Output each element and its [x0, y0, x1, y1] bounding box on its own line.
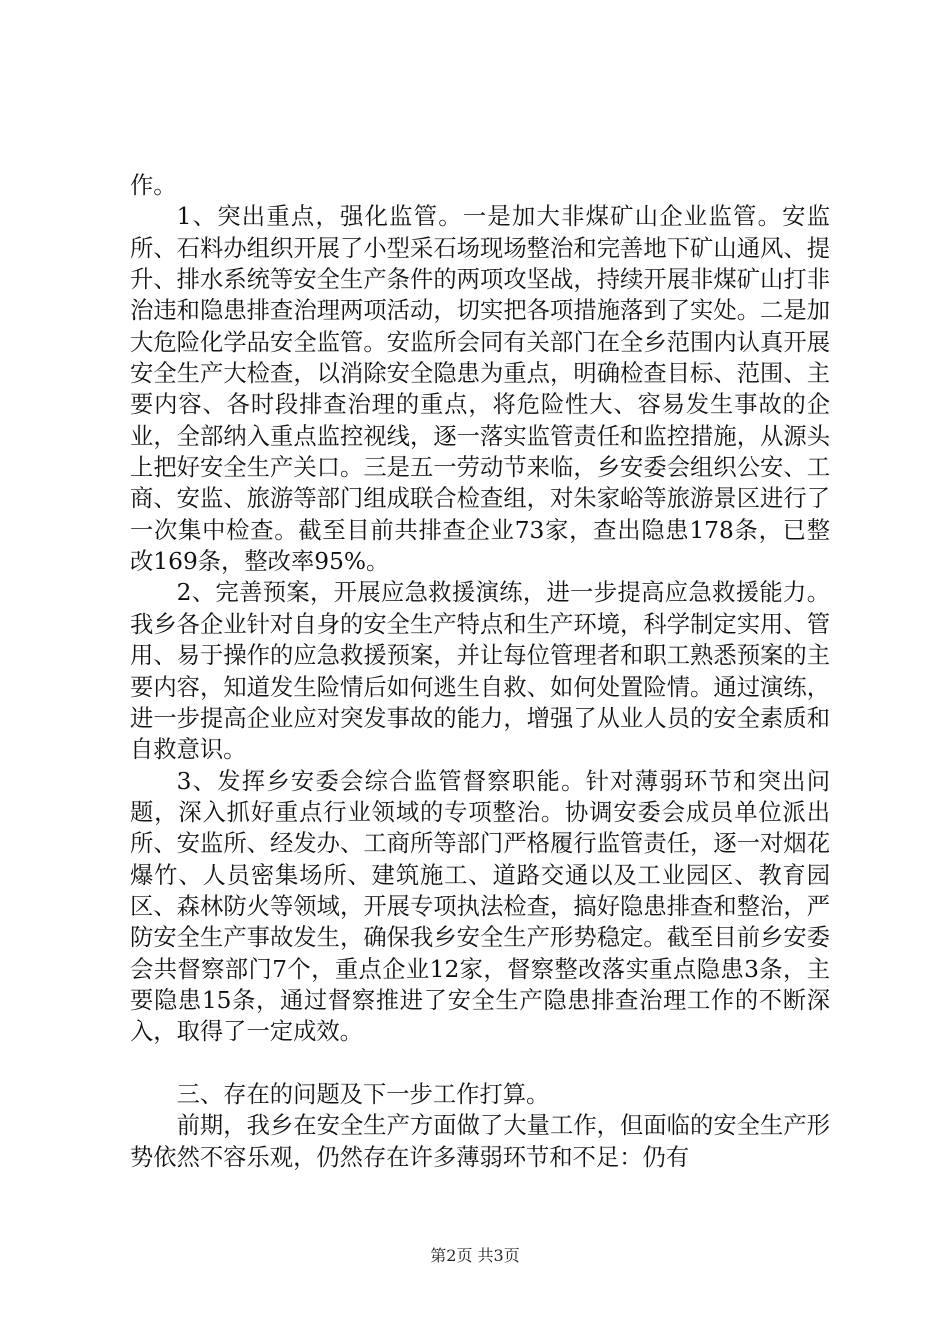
- paragraph-key-supervision: 1、突出重点，强化监管。一是加大非煤矿山企业监管。安监所、石料办组织开展了小型采石场现场整治和完善地下矿山通风、提升、排水系统等安全生产条件的两项攻坚战，持续开展非煤矿山打非治违和隐患排查治理两项活动，切实把各项措施落到了实处。二是加大危险化学品安全监管。安监所会同有关部门在全乡范围内认真开展安全生产大检查，以消除安全隐患为重点，明确检查目标、范围、主要内容、各时段排查治理的重点，将危险性大、容易发生事故的企业，全部纳入重点监控视线，逐一落实监管责任和监控措施，从源头上把好安全生产关口。三是五一劳动节来临，乡安委会组织公安、工商、安监、旅游等部门组成联合检查组，对朱家峪等旅游景区进行了一次集中检查。截至目前共排查企业73家，查出隐患178条，已整改169条，整改率95%。: [130, 203, 830, 576]
- paragraph-problems: 前期，我乡在安全生产方面做了大量工作，但面临的安全生产形势依然不容乐观，仍然存在许多薄弱环节和不足：仍有: [130, 1112, 830, 1171]
- document-body: [130, 170, 830, 1173]
- paragraph-spacer: [130, 1048, 830, 1079]
- section-heading-problems: 三、存在的问题及下一步工作打算。: [176, 1080, 550, 1108]
- paragraph-safety-committee: 3、发挥乡安委会综合监管督察职能。针对薄弱环节和突出问题，深入抓好重点行业领域的专项整治。协调安委会成员单位派出所、安监所、经发办、工商所等部门严格履行监管责任，逐一对烟花爆竹、人员密集场所、建筑施工、道路交通以及工业园区、教育园区、森林防火等领域，开展专项执法检查，搞好隐患排查和整治，严防安全生产事故发生，确保我乡安全生产形势稳定。截至目前乡安委会共督察部门7个，重点企业12家，督察整改落实重点隐患3条，主要隐患15条，通过督察推进了安全生产隐患排查治理工作的不断深入，取得了一定成效。: [130, 767, 830, 1046]
- paragraph-emergency-plan: 2、完善预案，开展应急救援演练，进一步提高应急救援能力。我乡各企业针对自身的安全生产特点和生产环境，科学制定实用、管用、易于操作的应急救援预案，并让每位管理者和职工熟悉预案的主要内容，知道发生险情后如何逃生自救、如何处置险情。通过演练，进一步提高企业应对突发事故的能力，增强了从业人员的安全素质和自救意识。: [130, 579, 830, 764]
- paragraph-continuation: 作。: [130, 172, 177, 199]
- page-footer: 第2页 共3页: [430, 1246, 520, 1265]
